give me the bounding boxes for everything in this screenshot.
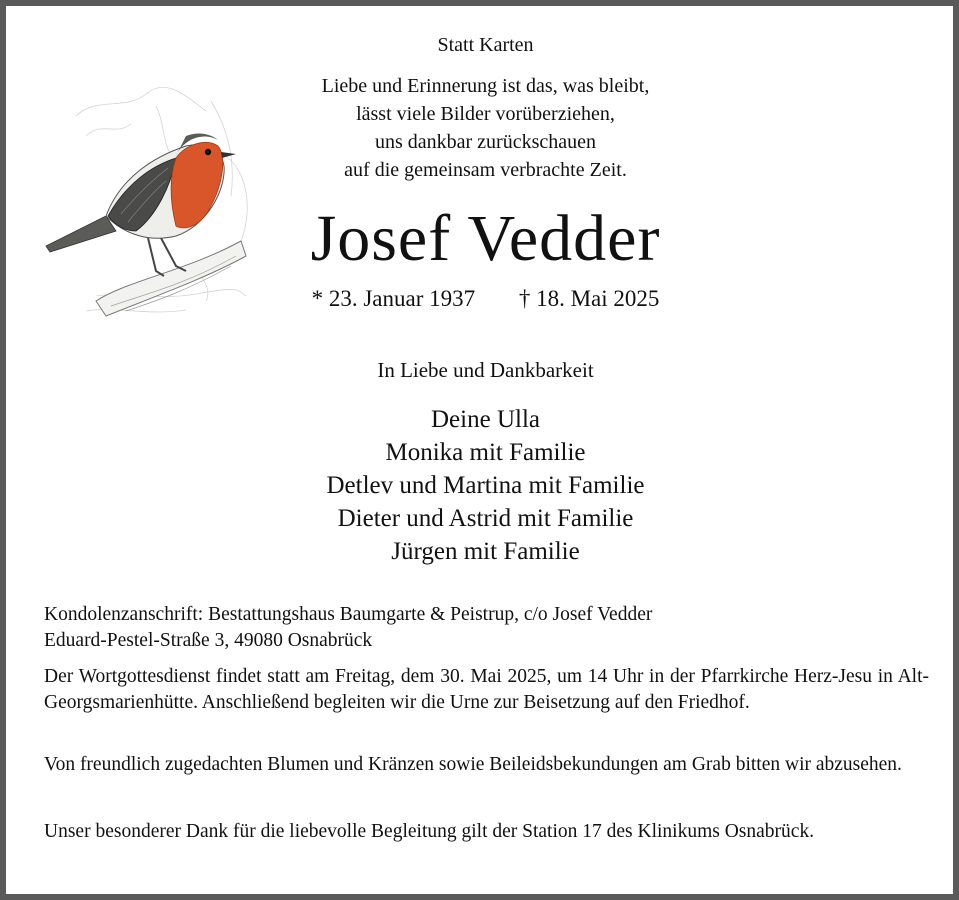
mourner-name: Jürgen mit Familie bbox=[391, 538, 580, 565]
poem-line: auf die gemeinsam verbrachte Zeit. bbox=[344, 159, 627, 181]
deceased-name: Josef Vedder bbox=[310, 202, 661, 275]
statt-karten: Statt Karten bbox=[437, 34, 534, 56]
poem-line: uns dankbar zurückschauen bbox=[374, 131, 597, 153]
mourner-name: Deine Ulla bbox=[431, 406, 540, 433]
service-paragraph: Der Wortgottesdienst findet statt am Freitag, dem 30. Mai 2025, um 14 Uhr in der Pfarrkirche Herz-Jesu in Alt-Georgsmarienhütte. Anschließend begleiten wir die Urne zur Beisetzung auf den Friedhof. bbox=[44, 666, 929, 713]
flowers-paragraph: Von freundlich zugedachten Blumen und Kränzen sowie Beileidsbekundungen am Grab bitten wir abzusehen. bbox=[44, 754, 902, 775]
condolence-address bbox=[44, 602, 929, 654]
mourner-name: Monika mit Familie bbox=[385, 439, 586, 466]
mourner-name: Detlev und Martina mit Familie bbox=[326, 472, 645, 499]
thanks-paragraph: Unser besonderer Dank für die liebevolle Begleitung gilt der Station 17 des Klinikums Osnabrück. bbox=[44, 821, 815, 842]
poem-line: lässt viele Bilder vorüberziehen, bbox=[356, 103, 615, 125]
poem-line: Liebe und Erinnerung ist das, was bleibt, bbox=[321, 75, 650, 97]
death-date: † 18. Mai 2025 bbox=[518, 286, 660, 311]
condolence-line: Kondolenzanschrift: Bestattungshaus Baumgarte & Peistrup, c/o Josef Vedder bbox=[44, 604, 653, 625]
poem bbox=[6, 72, 959, 184]
mourners-intro: In Liebe und Dankbarkeit bbox=[377, 358, 594, 382]
mourner-name: Dieter und Astrid mit Familie bbox=[337, 505, 634, 532]
birth-date: * 23. Januar 1937 bbox=[311, 286, 476, 311]
condolence-line: Eduard-Pestel-Straße 3, 49080 Osnabrück bbox=[44, 630, 373, 651]
life-dates bbox=[6, 286, 959, 312]
mourners-list bbox=[6, 403, 959, 568]
